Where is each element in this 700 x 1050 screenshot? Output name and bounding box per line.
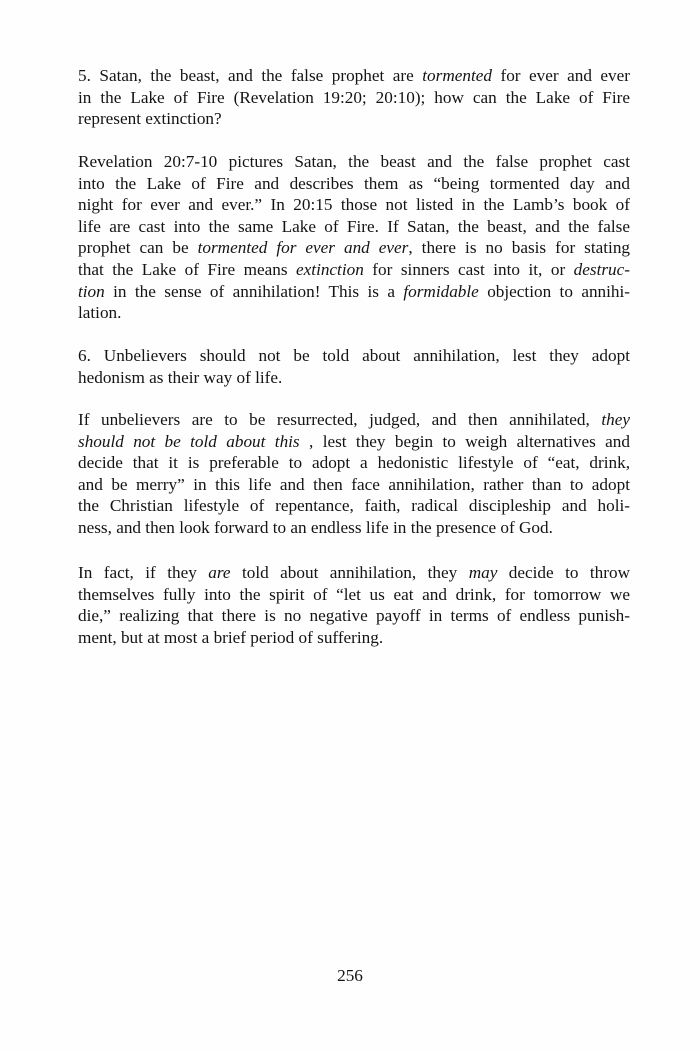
text-run: for ever and ever	[491, 66, 630, 85]
text-line	[78, 108, 630, 130]
text-run: die,” realizing that there is no negative payoff in terms of endless punish-	[78, 606, 630, 626]
text-line	[78, 627, 630, 649]
text-line	[78, 237, 630, 259]
text-line	[78, 281, 630, 303]
paragraph-revelation	[78, 151, 630, 324]
paragraph-in-fact	[78, 562, 630, 648]
text-run: into the Lake of Fire and describes them as “being tormented day and	[78, 173, 630, 193]
text-line	[78, 87, 630, 109]
italic-text: they	[601, 410, 630, 429]
text-line	[78, 495, 630, 517]
italic-text: tion	[78, 281, 105, 301]
text-line	[78, 65, 630, 87]
text-run: told about annihilation, they	[230, 563, 469, 582]
text-line	[78, 562, 630, 584]
text-run: ment, but at most a brief period of suffering.	[78, 627, 384, 647]
italic-text: formidable	[403, 281, 479, 301]
text-run: , lest they begin to weigh alternatives and	[299, 431, 630, 451]
text-run: themselves fully into the spirit of “let us eat and drink, for tomorrow we	[78, 584, 630, 604]
paragraph-point-5	[78, 65, 630, 130]
text-line	[78, 216, 630, 238]
text-line	[78, 431, 630, 453]
text-run: and be merry” in this life and then face annihilation, rather than to adopt	[78, 474, 630, 494]
text-run: If unbelievers are to be resurrected, judged, and then annihilated,	[78, 410, 602, 429]
text-run: the Christian lifestyle of repentance, faith, radical discipleship and holi-	[78, 496, 630, 516]
text-line	[78, 345, 630, 367]
text-run: prophet can be	[78, 238, 198, 258]
text-run: life are cast into the same Lake of Fire. If Satan, the beast, and the false	[78, 216, 630, 236]
text-run: represent extinction?	[78, 109, 222, 129]
text-run: for sinners cast into it, or	[363, 259, 574, 279]
text-line	[78, 302, 630, 324]
text-run: objection to annihi-	[478, 281, 631, 301]
text-line	[78, 151, 630, 173]
text-run: that the Lake of Fire means	[78, 259, 297, 279]
italic-text: should not be told about this	[78, 431, 300, 451]
text-line	[78, 584, 630, 606]
text-run: in the sense of annihilation! This is a	[104, 281, 404, 301]
text-line	[78, 605, 630, 627]
text-run: 5. Satan, the beast, and the false prophet are	[78, 66, 423, 85]
text-run: night for ever and ever.” In 20:15 those not listed in the Lamb’s book of	[78, 195, 630, 215]
text-line	[78, 194, 630, 216]
italic-text: destruc-	[573, 259, 630, 279]
text-run: in the Lake of Fire (Revelation 19:20; 20:10); how can the Lake of Fire	[78, 87, 630, 107]
text-line	[78, 452, 630, 474]
italic-text: tormented	[422, 66, 492, 85]
text-run: hedonism as their way of life.	[78, 367, 283, 387]
italic-text: may	[468, 563, 498, 582]
text-line	[78, 474, 630, 496]
italic-text: tormented for ever and ever	[197, 238, 409, 258]
text-run: decide that it is preferable to adopt a hedonistic lifestyle of “eat, drink,	[78, 453, 630, 473]
text-line	[78, 259, 630, 281]
paragraph-unbelievers	[78, 409, 630, 539]
text-run: 6. Unbelievers should not be told about annihilation, lest they adopt	[78, 346, 630, 365]
text-run: Revelation 20:7-10 pictures Satan, the beast and the false prophet cast	[78, 152, 630, 171]
text-run: , there is no basis for stating	[408, 238, 631, 258]
italic-text: extinction	[296, 259, 364, 279]
text-run: decide to throw	[497, 563, 630, 582]
paragraph-point-6	[78, 345, 630, 388]
text-run: In fact, if they	[78, 563, 209, 582]
text-line	[78, 409, 630, 431]
text-line	[78, 367, 630, 389]
text-line	[78, 173, 630, 195]
page-number: 256	[337, 966, 363, 985]
text-run: lation.	[78, 303, 122, 323]
italic-text: are	[208, 563, 231, 582]
text-run: ness, and then look forward to an endless life in the presence of God.	[78, 517, 553, 537]
text-line	[78, 517, 630, 539]
